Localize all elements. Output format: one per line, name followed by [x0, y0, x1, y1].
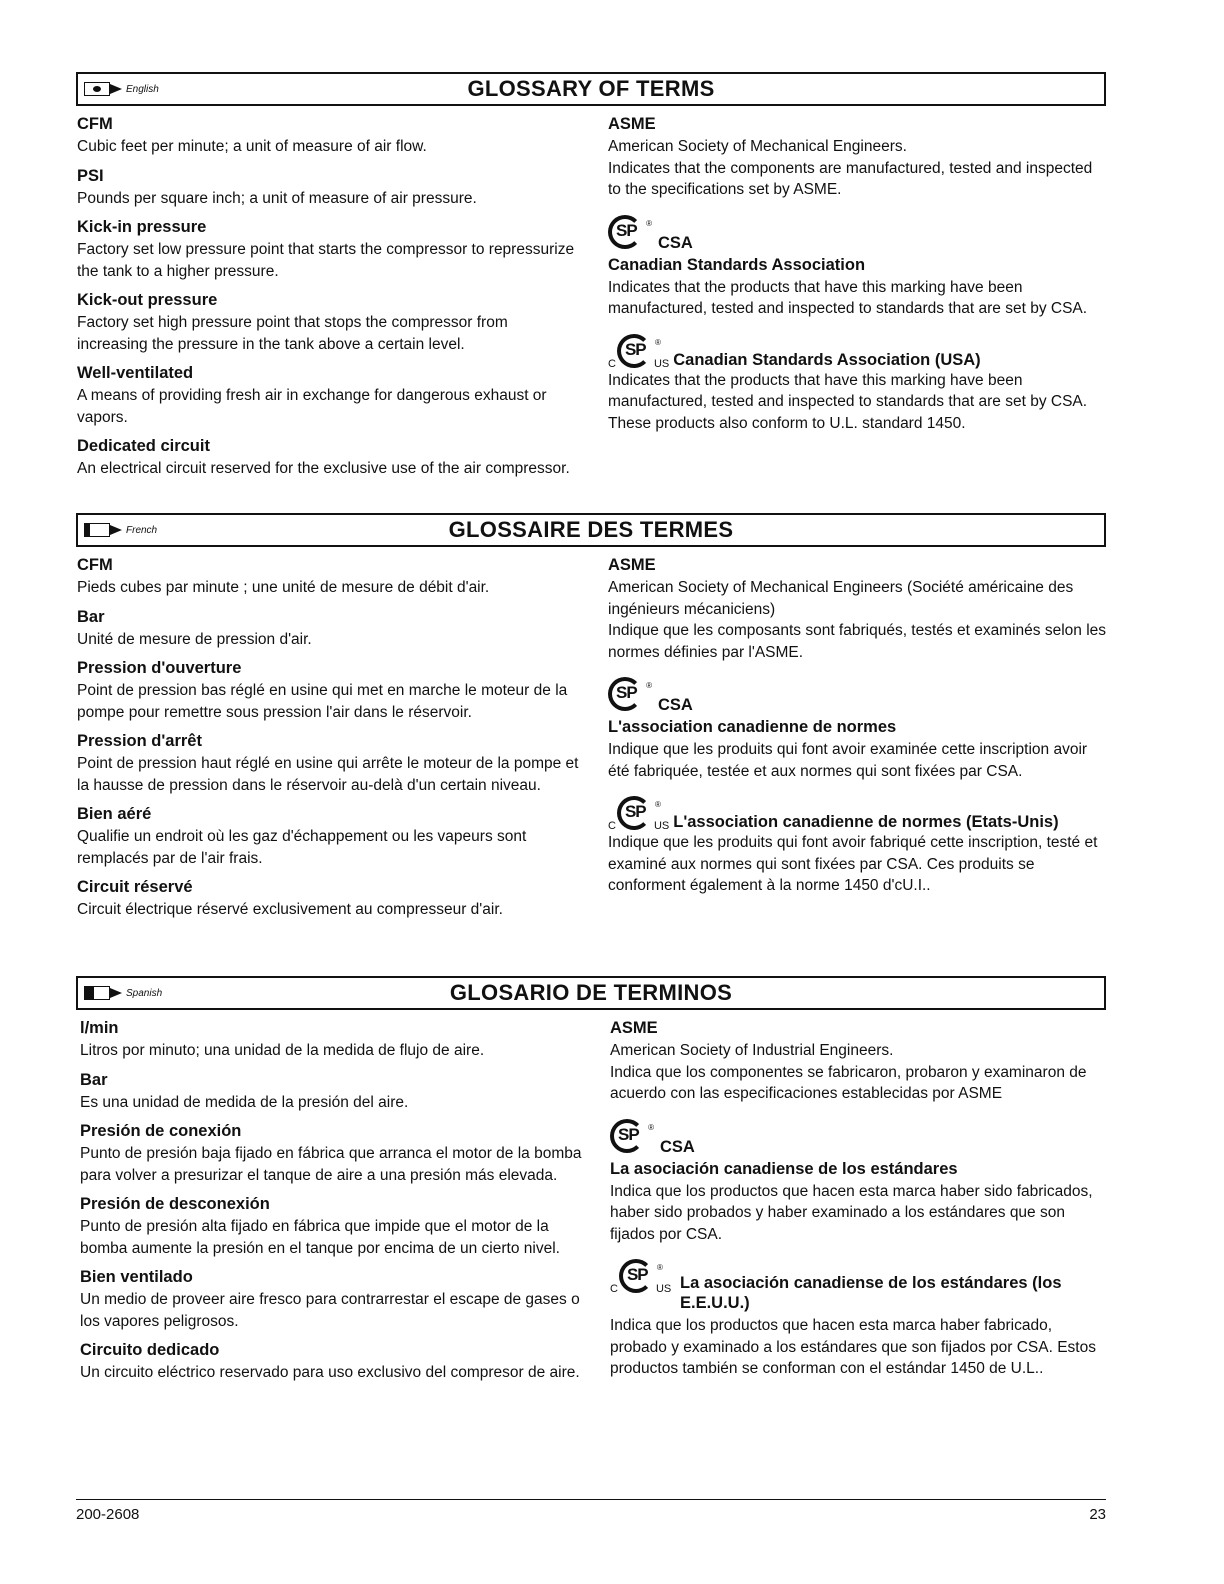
glossary-entry	[77, 555, 582, 599]
csa-mark-row	[608, 677, 1108, 713]
asme-term: ASME	[608, 115, 656, 133]
glossary-entry	[77, 166, 582, 210]
term-definition: Pounds per square inch; a unit of measure of air pressure.	[77, 189, 477, 207]
term-definition: Circuit électrique réservé exclusivement au compresseur d'air.	[77, 901, 503, 918]
csa-definition: Indica que los productos que hacen esta marca haber sido fabricados, haber sido probados y haber examinado a los estándares que son fijados por CSA.	[610, 1182, 1093, 1243]
section-header	[76, 976, 1106, 1010]
c-mark: C	[608, 820, 616, 832]
language-label: French	[126, 524, 158, 536]
section-title: GLOSSAIRE DES TERMES	[448, 517, 734, 542]
csa-us-mark-row	[608, 796, 1108, 832]
term-name: Pression d'arrêt	[77, 732, 202, 750]
document-code: 200-2608	[76, 1506, 140, 1523]
csa-us-term: La asociación canadiense de los estándares (los E.E.U.U.)	[680, 1274, 1062, 1312]
section-title: GLOSSARY OF TERMS	[467, 76, 715, 101]
term-name: Bien ventilado	[80, 1268, 193, 1286]
page-footer	[76, 1499, 1106, 1523]
csa-logo-icon: SP ®	[608, 677, 644, 713]
term-definition: Punto de presión baja fijado en fábrica que arranca el motor de la bomba para volver a presurizar el tanque de aire a una presión más elevada.	[80, 1145, 582, 1184]
glossary-entry	[80, 1267, 585, 1332]
term-definition: An electrical circuit reserved for the exclusive use of the air compressor.	[77, 460, 570, 477]
csa-us-definition: Indicates that the products that have this marking have been manufactured, tested and inspected to standards that are set by CSA. These products also conform to U.L. standard 1450.	[608, 371, 1088, 432]
glossary-entry	[77, 731, 582, 796]
csa-label: CSA	[660, 1137, 695, 1156]
term-definition: Factory set low pressure point that starts the compressor to repressurize the tank to a higher pressure.	[77, 241, 575, 280]
term-name: CFM	[77, 115, 113, 133]
glossary-entry	[77, 607, 582, 651]
c-mark: C	[610, 1283, 618, 1295]
csa-us-logo-icon: SP ®	[619, 1259, 655, 1295]
csa-term: La asociación canadiense de los estándares	[610, 1159, 958, 1178]
asme-term: ASME	[608, 556, 656, 574]
csa-us-mark-row	[608, 334, 1108, 370]
csa-us-logo-icon: SP ®	[617, 334, 653, 370]
asme-definition: American Society of Mechanical Engineers (Société américaine des ingénieurs mécaniciens) Indique que les composants sont fabriqués, testés et examinés selon les normes définies par l'ASME.	[608, 579, 1107, 661]
csa-logo-icon: SP ®	[608, 215, 644, 251]
term-definition: Un circuito eléctrico reservado para uso exclusivo del compresor de aire.	[80, 1364, 580, 1381]
language-label: English	[126, 83, 159, 95]
asme-term: ASME	[610, 1019, 658, 1037]
section-header	[76, 513, 1106, 547]
glossary-entry	[80, 1070, 585, 1114]
csa-logo-icon: SP ®	[610, 1119, 646, 1155]
glossary-entry	[77, 290, 582, 355]
csa-us-term: Canadian Standards Association (USA)	[673, 350, 981, 369]
glossary-entry	[77, 114, 582, 158]
language-label: Spanish	[126, 987, 163, 999]
term-name: Presión de conexión	[80, 1122, 242, 1140]
right-column	[608, 114, 1108, 434]
term-definition: Un medio de proveer aire fresco para contrarrestar el escape de gases o los vapores peligrosos.	[80, 1291, 580, 1330]
term-name: Bien aéré	[77, 805, 152, 823]
us-mark: US	[653, 357, 670, 370]
glossary-entry	[80, 1121, 585, 1186]
csa-definition: Indicates that the products that have this marking have been manufactured, tested and inspected to standards that are set by CSA.	[608, 278, 1088, 317]
glossary-entry	[77, 363, 582, 428]
section-header	[76, 72, 1106, 106]
term-name: Circuito dedicado	[80, 1341, 220, 1359]
term-definition: A means of providing fresh air in exchange for dangerous exhaust or vapors.	[77, 387, 547, 426]
glossary-entry	[80, 1018, 585, 1062]
c-mark: C	[608, 357, 616, 370]
term-name: Kick-out pressure	[77, 291, 218, 309]
term-definition: Es una unidad de medida de la presión del aire.	[80, 1093, 409, 1111]
term-name: Pression d'ouverture	[77, 659, 242, 677]
asme-definition: American Society of Mechanical Engineers. Indicates that the components are manufactured, tested and inspected to the specifications set by ASME.	[608, 138, 1093, 198]
csa-us-term: L'association canadienne de normes (Etats-Unis)	[673, 813, 1059, 831]
glossary-entry	[80, 1340, 585, 1384]
left-column	[77, 114, 582, 480]
csa-definition: Indique que les produits qui font avoir examinée cette inscription avoir été fabriquée, testée et aux normes qui sont fixées par CSA.	[608, 741, 1088, 780]
csa-us-definition: Indique que les produits qui font avoir fabriqué cette inscription, testé et examiné aux normes qui sont fixées par CSA. Ces produits se conforment également à la norme 1450 d'cU.I..	[608, 834, 1098, 894]
glossary-entry	[77, 877, 582, 921]
csa-us-definition: Indica que los productos que hacen esta marca haber fabricado, probado y examinado a los estándares que son fijados por CSA. Estos productos también se conforman con el estándar 1450 de U.L..	[610, 1317, 1096, 1377]
term-name: Dedicated circuit	[77, 437, 210, 455]
term-name: PSI	[77, 166, 104, 185]
term-name: Bar	[77, 607, 105, 626]
us-mark: US	[653, 820, 670, 832]
term-definition: Cubic feet per minute; a unit of measure of air flow.	[77, 138, 427, 155]
term-definition: Qualifie un endroit où les gaz d'échappement ou les vapeurs sont remplacés par de l'air frais.	[77, 828, 527, 867]
glossary-entry	[77, 436, 582, 480]
term-definition: Punto de presión alta fijado en fábrica que impide que el motor de la bomba aumente la presión en el tanque por encima de un cierto nivel.	[80, 1218, 560, 1257]
term-definition: Unité de mesure de pression d'air.	[77, 630, 312, 648]
csa-us-logo-icon: SP ®	[617, 796, 653, 832]
term-definition: Factory set high pressure point that stops the compressor from increasing the pressure in the tank above a certain level.	[77, 314, 508, 353]
page-number: 23	[1089, 1506, 1106, 1523]
csa-label: CSA	[658, 696, 693, 714]
term-name: CFM	[77, 556, 113, 574]
csa-label: CSA	[658, 233, 693, 252]
term-name: Presión de desconexión	[80, 1195, 270, 1213]
left-column	[80, 1018, 585, 1384]
term-definition: Point de pression haut réglé en usine qui arrête le moteur de la pompe et la hausse de pression dans le réservoir au-delà d'un certain niveau.	[77, 755, 579, 794]
term-definition: Litros por minuto; una unidad de la medida de flujo de aire.	[80, 1042, 485, 1059]
section-title: GLOSARIO DE TERMINOS	[449, 980, 733, 1005]
csa-mark-row	[608, 215, 1108, 251]
term-name: Kick-in pressure	[77, 218, 207, 236]
term-name: l/min	[80, 1019, 119, 1037]
glossary-entry	[80, 1194, 585, 1259]
term-name: Bar	[80, 1070, 108, 1089]
glossary-entry	[77, 658, 582, 723]
csa-term: Canadian Standards Association	[608, 255, 866, 274]
asme-definition: American Society of Industrial Engineers. Indica que los componentes se fabricaron, probaron y examinaron de acuerdo con las especificaciones establecidas por ASME	[610, 1042, 1087, 1102]
term-definition: Point de pression bas réglé en usine qui met en marche le moteur de la pompe pour remettre sous pression l'air dans le réservoir.	[77, 682, 568, 721]
csa-term: L'association canadienne de normes	[608, 718, 897, 736]
term-name: Circuit réservé	[77, 878, 193, 896]
right-column	[608, 555, 1108, 897]
glossary-entry	[77, 217, 582, 282]
term-definition: Pieds cubes par minute ; une unité de mesure de débit d'air.	[77, 579, 490, 596]
right-column	[610, 1018, 1106, 1380]
glossary-entry	[77, 804, 582, 869]
term-name: Well-ventilated	[77, 364, 194, 382]
us-mark: US	[655, 1283, 672, 1295]
left-column	[77, 555, 582, 921]
csa-mark-row	[610, 1119, 1106, 1155]
